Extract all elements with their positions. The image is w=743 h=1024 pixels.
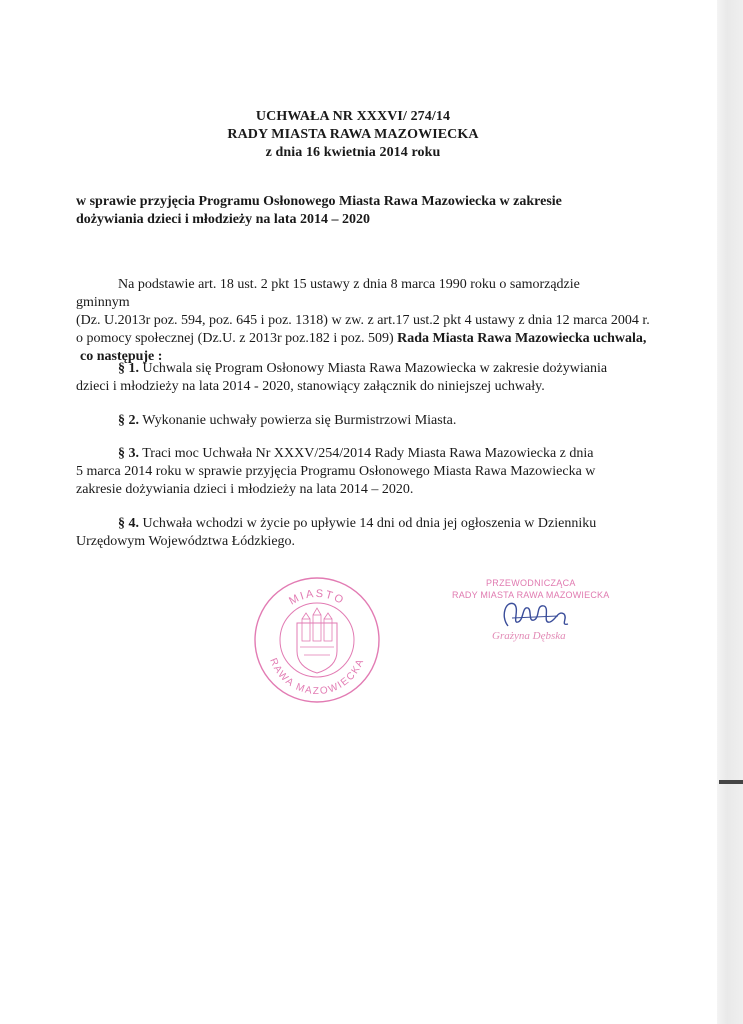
preamble-line-2: (Dz. U.2013r poz. 594, poz. 645 i poz. 1318) w zw. z art.17 ust.2 pkt 4 ustawy z dnia 12 marca 2004 r. — [76, 313, 650, 328]
resolution-number: UCHWAŁA NR XXXVI/ 274/14 — [255, 109, 451, 124]
section-mark: § 4. — [118, 516, 139, 531]
resolution-subject — [76, 193, 616, 229]
section-text: dzieci i młodzieży na lata 2014 - 2020, stanowiący załącznik do niniejszej uchwały. — [76, 379, 545, 394]
section-mark: § 3. — [118, 446, 139, 461]
section-text: Wykonanie uchwały powierza się Burmistrzowi Miasta. — [139, 413, 457, 428]
city-seal-stamp — [252, 575, 382, 705]
resolution-header — [0, 108, 706, 162]
section-text: Traci moc Uchwała Nr XXXV/254/2014 Rady Miasta Rawa Mazowiecka z dnia — [139, 446, 594, 461]
subject-line-1: w sprawie przyjęcia Programu Osłonowego Miasta Rawa Mazowiecka w zakresie — [76, 194, 562, 209]
preamble-line-3: o pomocy społecznej (Dz.U. z 2013r poz.182 i poz. 509) — [76, 331, 398, 346]
svg-text:MIASTO — [287, 588, 347, 608]
subject-line-2: dożywiania dzieci i młodzieży na lata 2014 – 2020 — [76, 212, 370, 227]
council-name: RADY MIASTA RAWA MAZOWIECKA — [227, 127, 479, 142]
section-text: Urzędowym Województwa Łódzkiego. — [76, 534, 296, 549]
section-4 — [76, 515, 646, 551]
section-text: zakresie dożywiania dzieci i młodzieży na lata 2014 – 2020. — [76, 482, 414, 497]
section-text: 5 marca 2014 roku w sprawie przyjęcia Programu Osłonowego Miasta Rawa Mazowiecka w — [76, 464, 596, 479]
scan-edge — [717, 0, 743, 1024]
section-text: Uchwała wchodzi w życie po upływie 14 dni od dnia jej ogłoszenia w Dzienniku — [139, 516, 597, 531]
council-title: RADY MIASTA RAWA MAZOWIECKA — [452, 590, 610, 600]
section-text: Uchwala się Program Osłonowy Miasta Rawa Mazowiecka w zakresie dożywiania — [139, 361, 608, 376]
section-2 — [76, 412, 646, 430]
section-3 — [76, 445, 646, 499]
chairwoman-signature-stamp — [448, 578, 628, 648]
seal-top-text: MIASTO — [287, 587, 347, 608]
resolution-date: z dnia 16 kwietnia 2014 roku — [265, 145, 441, 160]
scan-mark — [719, 780, 743, 784]
legal-basis-paragraph — [76, 276, 650, 366]
seal-bottom-text: RAWA MAZOWIECKA — [267, 656, 367, 698]
chairwoman-title: PRZEWODNICZĄCA — [486, 578, 576, 588]
preamble-line-1: Na podstawie art. 18 ust. 2 pkt 15 ustawy z dnia 8 marca 1990 roku o samorządzie gminnym — [76, 277, 580, 310]
preamble-line-3-bold: Rada Miasta Rawa Mazowiecka uchwala, — [397, 331, 647, 346]
chairwoman-name: Grażyna Dębska — [492, 630, 566, 642]
preamble-line-4-bold: co następuje : — [80, 349, 163, 364]
section-mark: § 2. — [118, 413, 139, 428]
section-mark: § 1. — [118, 361, 139, 376]
section-1 — [76, 360, 646, 396]
